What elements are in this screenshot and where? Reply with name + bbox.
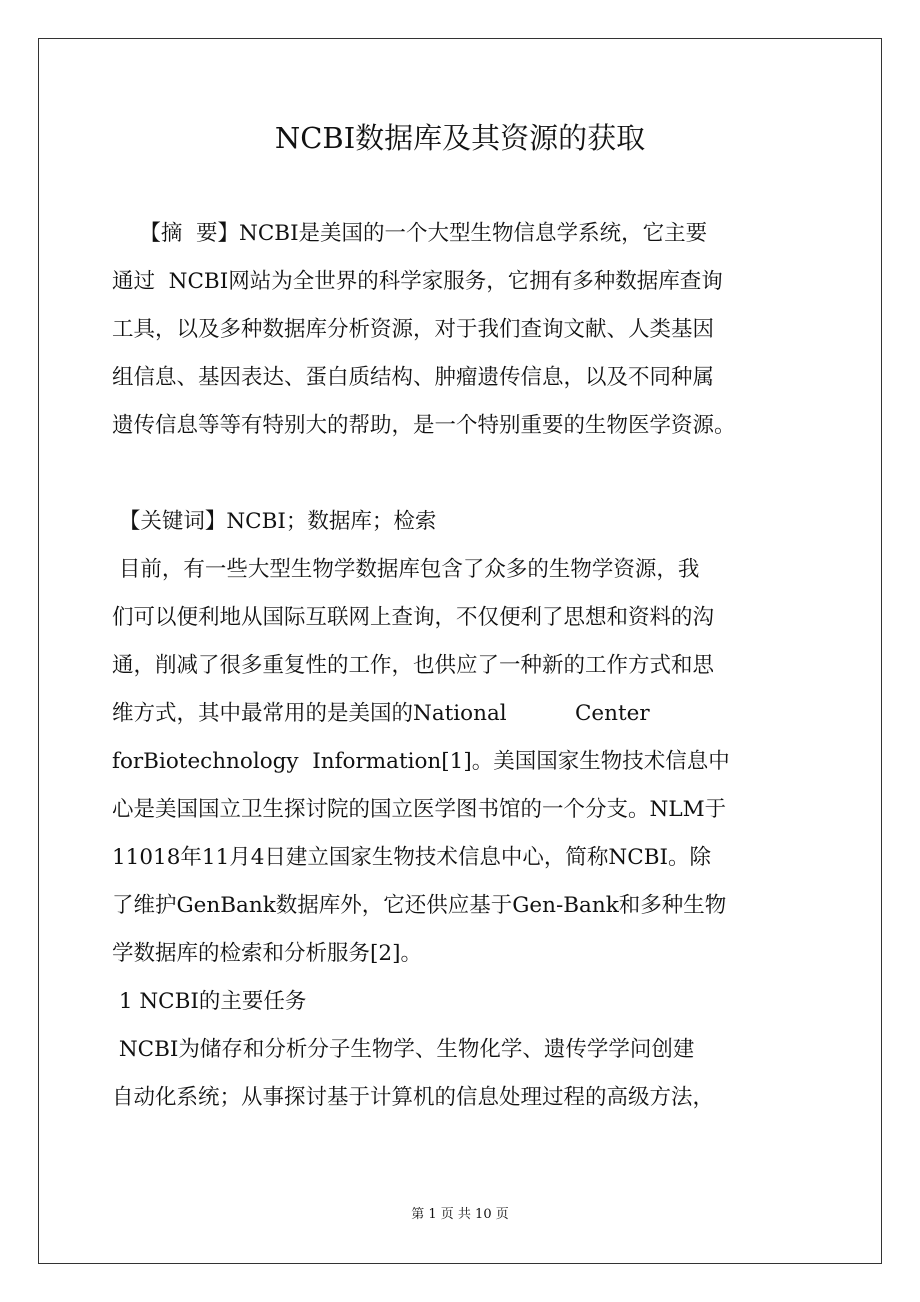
page-footer: 第 1 页 共 10 页 — [411, 1207, 509, 1222]
body-line: forBiotechnology Information[1]。美国国家生物技术信息中 — [112, 749, 730, 774]
body-line: NCBI为储存和分析分子生物学、生物化学、遗传学学问创建 — [112, 1037, 695, 1062]
body-line: 目前，有一些大型生物学数据库包含了众多的生物学资源，我 — [112, 557, 700, 582]
body-line: 通，削减了很多重复性的工作，也供应了一种新的工作方式和思 — [112, 653, 715, 678]
document-title: NCBI数据库及其资源的获取 — [274, 121, 646, 155]
body-line: 了维护GenBank数据库外，它还供应基于Gen-Bank和多种生物 — [112, 893, 727, 918]
abstract-line: 【摘 要】NCBI是美国的一个大型生物信息学系统，它主要 — [112, 221, 708, 246]
keywords-text: 【关键词】NCBI；数据库；检索 — [112, 509, 437, 534]
body-line: 心是美国国立卫生探讨院的国立医学图书馆的一个分支。NLM于 — [112, 797, 727, 822]
section-heading: 1 NCBI的主要任务 — [112, 989, 307, 1014]
body-line: 11018年11月4日建立国家生物技术信息中心，简称NCBI。除 — [112, 845, 711, 870]
body-line: 自动化系统；从事探讨基于计算机的信息处理过程的高级方法， — [112, 1085, 715, 1110]
keywords-line — [112, 498, 812, 546]
abstract-line: 组信息、基因表达、蛋白质结构、肿瘤遗传信息，以及不同种属 — [112, 365, 715, 390]
abstract-line: 遗传信息等等有特别大的帮助，是一个特别重要的生物医学资源。 — [112, 413, 736, 438]
body-paragraph — [112, 546, 812, 1122]
abstract-paragraph — [112, 210, 812, 450]
abstract-line: 工具，以及多种数据库分析资源，对于我们查询文献、人类基因 — [112, 317, 715, 342]
body-line: 维方式，其中最常用的是美国的National Center — [112, 701, 650, 726]
body-line: 学数据库的检索和分析服务[2]。 — [112, 941, 422, 966]
body-line: 们可以便利地从国际互联网上查询，不仅便利了思想和资料的沟 — [112, 605, 715, 630]
abstract-line: 通过 NCBI网站为全世界的科学家服务，它拥有多种数据库查询 — [112, 269, 723, 294]
